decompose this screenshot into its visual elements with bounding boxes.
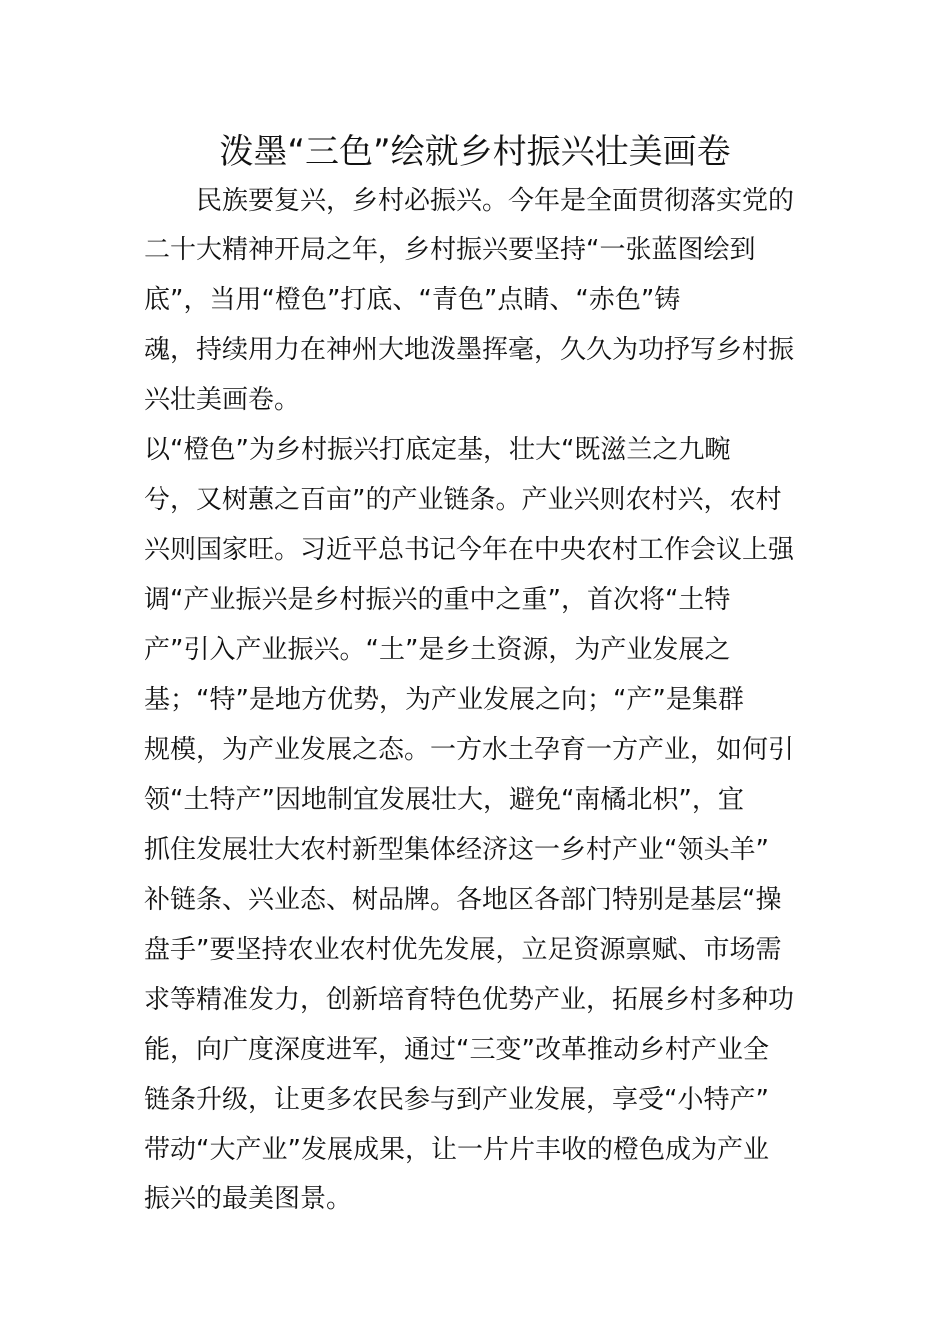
body-line: 兴壮美画卷。 <box>144 385 301 415</box>
body-line: 抓住发展壮大农村新型集体经济这一乡村产业“领头羊” <box>144 835 769 865</box>
body-line: 能，向广度深度进军，通过“三变”改革推动乡村产业全 <box>144 1035 769 1065</box>
body-line: 盘手”要坚持农业农村优先发展，立足资源禀赋、市场需 <box>144 935 782 965</box>
body-line: 魂，持续用力在神州大地泼墨挥毫，久久为功抒写乡村振 <box>144 335 795 365</box>
body-line: 产”引入产业振兴。“土”是乡土资源，为产业发展之 <box>144 635 731 665</box>
body-line: 补链条、兴业态、树品牌。各地区各部门特别是基层“操 <box>144 885 782 915</box>
body-line: 民族要复兴，乡村必振兴。今年是全面贯彻落实党的 <box>144 186 795 216</box>
body-line: 领“土特产”因地制宜发展壮大，避免“南橘北枳”，宜 <box>144 785 744 815</box>
body-line: 以“橙色”为乡村振兴打底定基，壮大“既滋兰之九畹 <box>144 435 731 465</box>
body-line: 带动“大产业”发展成果，让一片片丰收的橙色成为产业 <box>144 1135 769 1165</box>
body-line: 基；“特”是地方优势，为产业发展之向；“产”是集群 <box>144 685 744 715</box>
document-title: 泼墨“三色”绘就乡村振兴壮美画卷 <box>219 132 731 172</box>
body-line: 兮，又树蕙之百亩”的产业链条。产业兴则农村兴，农村 <box>144 485 782 515</box>
body-line: 二十大精神开局之年，乡村振兴要坚持“一张蓝图绘到 <box>144 235 756 265</box>
body-line: 振兴的最美图景。 <box>144 1184 353 1214</box>
body-line: 求等精准发力，创新培育特色优势产业，拓展乡村多种功 <box>144 985 795 1015</box>
body-line: 链条升级，让更多农民参与到产业发展，享受“小特产” <box>144 1085 769 1115</box>
body-line: 规模，为产业发展之态。一方水土孕育一方产业，如何引 <box>144 735 795 765</box>
body-line: 底”，当用“橙色”打底、“青色”点睛、“赤色”铸 <box>144 285 681 315</box>
body-line: 兴则国家旺。习近平总书记今年在中央农村工作会议上强 <box>144 535 795 565</box>
body-line: 调“产业振兴是乡村振兴的重中之重”，首次将“土特 <box>144 585 731 615</box>
